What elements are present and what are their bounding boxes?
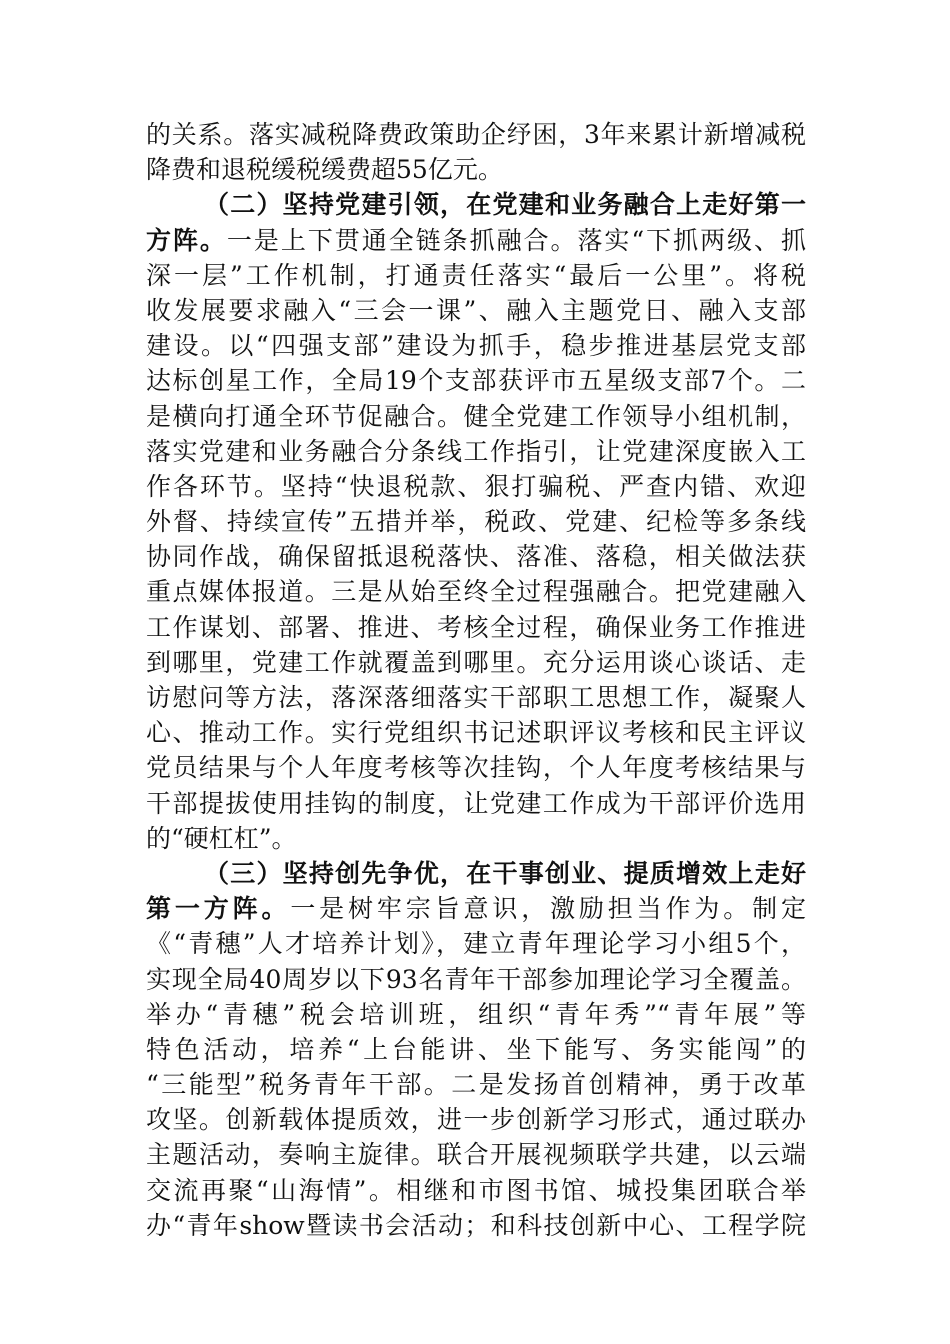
text-line (146, 1067, 806, 1102)
text-line (146, 293, 806, 328)
text-segment: 主题活动，奏响主旋律。联合开展视频联学共建，以云端 (146, 1140, 806, 1170)
text-segment: 是横向打通全环节促融合。健全党建工作领导小组机制， (146, 401, 806, 431)
text-line (146, 750, 806, 785)
text-line (146, 1102, 806, 1137)
text-segment: 深一层”工作机制，打通责任落实“最后一公里”。将税 (146, 260, 806, 290)
text-line (146, 574, 806, 609)
bold-text-segment: 第一方阵。 (146, 894, 291, 924)
text-segment: 交流再聚“山海情”。相继和市图书馆、城投集团联合举 (146, 1175, 806, 1205)
text-line (146, 258, 806, 293)
text-segment: 干部提拔使用挂钩的制度，让党建工作成为干部评价选用 (146, 788, 806, 818)
text-segment: 攻坚。创新载体提质效，进一步创新学习形式，通过联办 (146, 1105, 806, 1135)
text-line (146, 152, 806, 187)
text-segment: 一是树牢宗旨意识，激励担当作为。制定 (290, 894, 806, 924)
text-line (146, 117, 806, 152)
text-segment: 达标创星工作，全局19个支部获评市五星级支部7个。二 (146, 366, 806, 396)
document-body (146, 117, 806, 1243)
text-segment: 工作谋划、部署、推进、考核全过程，确保业务工作推进 (146, 612, 806, 642)
text-segment: 的关系。落实减税降费政策助企纾困，3年来累计新增减税 (146, 120, 806, 149)
text-line (146, 680, 806, 715)
text-segment: 一是上下贯通全链条抓融合。落实“下抓两级、抓 (226, 225, 806, 255)
text-line (146, 610, 806, 645)
text-line (146, 328, 806, 363)
text-line (146, 856, 806, 891)
text-segment: 收发展要求融入“三会一课”、融入主题党日、融入支部 (146, 295, 806, 325)
text-segment: “三能型”税务青年干部。二是发扬首创精神，勇于改革 (146, 1070, 806, 1100)
text-line (146, 539, 806, 574)
text-line (146, 962, 806, 997)
text-segment: 作各环节。坚持“快退税款、狠打骗税、严查内错、欢迎 (146, 471, 806, 501)
text-segment: 外督、持续宣传”五措并举，税政、党建、纪检等多条线 (146, 507, 806, 537)
text-line (146, 187, 806, 222)
text-line (146, 399, 806, 434)
text-line (146, 469, 806, 504)
text-segment: 实现全局40周岁以下93名青年干部参加理论学习全覆盖。 (146, 964, 806, 994)
text-segment: 建设。以“四强支部”建设为抓手，稳步推进基层党支部 (146, 331, 806, 361)
text-segment: 举办“青穗”税会培训班，组织“青年秀”“青年展”等 (146, 999, 806, 1029)
text-line (146, 891, 806, 926)
text-line (146, 821, 806, 856)
text-segment: 协同作战，确保留抵退税落快、落准、落稳，相关做法获 (146, 542, 806, 572)
text-line (146, 363, 806, 398)
text-line (146, 715, 806, 750)
text-segment: 党员结果与个人年度考核等次挂钩，个人年度考核结果与 (146, 753, 806, 783)
text-line (146, 223, 806, 258)
text-line (146, 1137, 806, 1172)
text-segment: 办“青年show暨读书会活动；和科技创新中心、工程学院 (146, 1210, 806, 1240)
text-segment: 《“青穗”人才培养计划》，建立青年理论学习小组5个， (146, 929, 806, 959)
text-segment: 到哪里，党建工作就覆盖到哪里。充分运用谈心谈话、走 (146, 647, 806, 677)
text-segment: 特色活动，培养“上台能讲、坐下能写、务实能闯”的 (146, 1034, 806, 1064)
text-line (146, 926, 806, 961)
text-segment: 降费和退税缓税缓费超55亿元。 (146, 155, 503, 185)
text-line (146, 1208, 806, 1243)
bold-text-segment: （二）坚持党建引领，在党建和业务融合上走好第一 (204, 190, 806, 220)
text-line (146, 434, 806, 469)
text-line (146, 1032, 806, 1067)
text-line (146, 1173, 806, 1208)
bold-text-segment: 方阵。 (146, 225, 227, 255)
text-line (146, 645, 806, 680)
text-line (146, 504, 806, 539)
text-segment: 心、推动工作。实行党组织书记述职评议考核和民主评议 (146, 718, 806, 748)
text-line (146, 786, 806, 821)
bold-text-segment: （三）坚持创先争优，在干事创业、提质增效上走好 (204, 858, 806, 888)
text-segment: 访慰问等方法，落深落细落实干部职工思想工作，凝聚人 (146, 683, 806, 712)
text-segment: 的“硬杠杠”。 (146, 823, 297, 853)
text-segment: 重点媒体报道。三是从始至终全过程强融合。把党建融入 (146, 577, 806, 607)
text-line (146, 997, 806, 1032)
text-segment: 落实党建和业务融合分条线工作指引，让党建深度嵌入工 (146, 436, 806, 466)
